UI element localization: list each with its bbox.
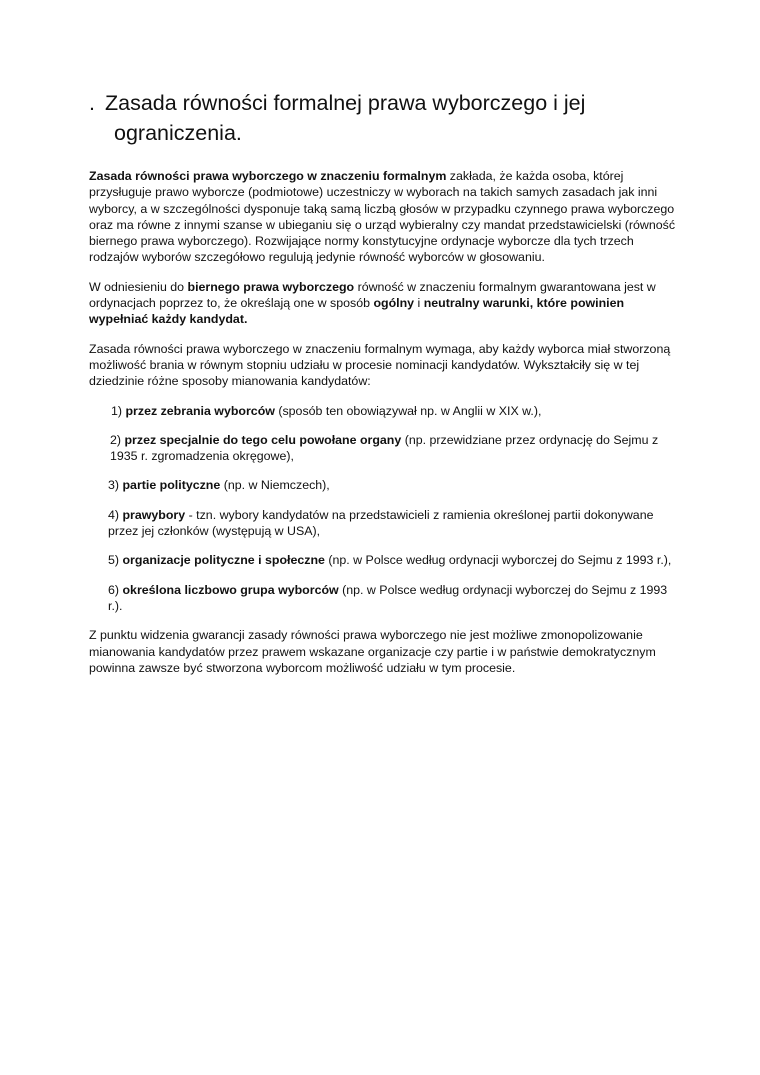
list-item-body	[111, 403, 541, 419]
list-item-number: 4)	[108, 507, 120, 522]
list-item	[89, 432, 680, 465]
list-item-number: 2)	[110, 432, 122, 447]
paragraph-3-text: Zasada równości prawa wyborczego w znaczeniu formalnym wymaga, aby każdy wyborca miał stworzoną możliwość brania w równym stopniu udziału w procesie nominacji kandydatów. Wykształciły się w tej dziedzinie różne sposoby mianowania kandydatów:	[89, 341, 671, 389]
list-item-body	[108, 477, 330, 493]
paragraph-1-bold: Zasada równości prawa wyborczego w znaczeniu formalnym	[89, 169, 447, 183]
list-item-number: 3)	[108, 478, 120, 493]
list-item	[89, 403, 680, 419]
list-item-body	[108, 582, 680, 615]
list-item	[89, 477, 680, 493]
paragraph-1-text: zakłada, że każda osoba, której przysługuje prawo wyborcze (podmiotowe) uczestniczy w wyborach na takich samych zasadach jak inni wyborcy, a w szczególności dysponuje taką samą liczbą głosów w przypadku czynnego prawa wyborczego oraz ma równe z innymi szanse w ubieganiu się o urząd wybieralny czy mandat przedstawicielski (równość biernego prawa wyborczego). Rozwijające normy konstytucyjne ordynacje wyborcze dla tych trzech rodzajów wyborów szczegółowo regulują jedynie równość wyborców w głosowaniu.	[89, 169, 676, 265]
list-item-text: - tzn. wybory kandydatów na przedstawicieli z ramienia określonej partii dokonywane przez jej członków (występują w USA),	[108, 507, 654, 539]
heading-line-1: Zasada równości formalnej prawa wyborczego i jej	[105, 91, 586, 115]
paragraph-2-bold-1: biernego prawa wyborczego	[187, 279, 355, 294]
list-item	[89, 582, 680, 615]
paragraph-2-text-2: równość w znaczeniu formalnym gwarantowana jest w ordynacjach poprzez to, że określają one w sposób	[89, 279, 656, 311]
paragraph-passive-right	[89, 279, 680, 328]
list-item-number: 6)	[108, 582, 120, 597]
list-item-bold: prawybory	[122, 507, 186, 522]
paragraph-2-bold-2: ogólny	[373, 296, 415, 311]
paragraph-4-text: Z punktu widzenia gwarancji zasady równości prawa wyborczego nie jest możliwe zmonopolizowanie mianowania kandydatów przez prawem wskazane organizacje czy partie i w państwie demokratycznym powinna zawsze być stworzona wyborcom możliwość udziału w tym procesie.	[89, 628, 656, 675]
list-item-bold: przez specjalnie do tego celu powołane organy	[124, 432, 402, 447]
list-item-text: (sposób ten obowiązywał np. w Anglii w XIX w.),	[274, 403, 542, 418]
list-item-bold: określona liczbowo grupa wyborców	[122, 582, 339, 597]
list-item	[89, 552, 680, 568]
heading-text	[105, 88, 680, 148]
list-item-text: (np. w Polsce według ordynacji wyborczej do Sejmu z 1993 r.),	[324, 553, 672, 568]
list-item-text: (np. przewidziane przez ordynację do Sejmu z 1935 r. zgromadzenia okręgowe),	[110, 432, 659, 464]
list-item-number: 5)	[108, 553, 120, 568]
paragraph-conclusion	[89, 627, 680, 676]
list-item-text: (np. w Polsce według ordynacji wyborczej do Sejmu z 1993 r.).	[108, 582, 668, 613]
paragraph-2-text-1: W odniesieniu do	[89, 279, 188, 294]
section-heading	[89, 88, 680, 148]
list-item-bold: przez zebrania wyborców	[125, 403, 275, 418]
paragraph-2-bold-3: neutralny warunki, które powinien wypełniać każdy kandydat.	[89, 296, 625, 327]
list-item-body	[108, 507, 680, 540]
nomination-methods-list	[89, 403, 680, 615]
paragraph-2-text-3: i	[414, 296, 424, 311]
paragraph-formal-equality	[89, 168, 680, 266]
list-item-bold: partie polityczne	[122, 478, 221, 493]
list-item	[89, 507, 680, 540]
list-item-number: 1)	[111, 403, 123, 418]
heading-number: .	[89, 91, 95, 115]
list-item-text: (np. w Niemczech),	[220, 478, 330, 493]
list-item-bold: organizacje polityczne i społeczne	[122, 553, 325, 568]
list-item-body	[110, 432, 680, 465]
paragraph-nomination	[89, 341, 680, 390]
list-item-body	[108, 552, 671, 568]
heading-line-2: ograniczenia.	[114, 121, 242, 145]
